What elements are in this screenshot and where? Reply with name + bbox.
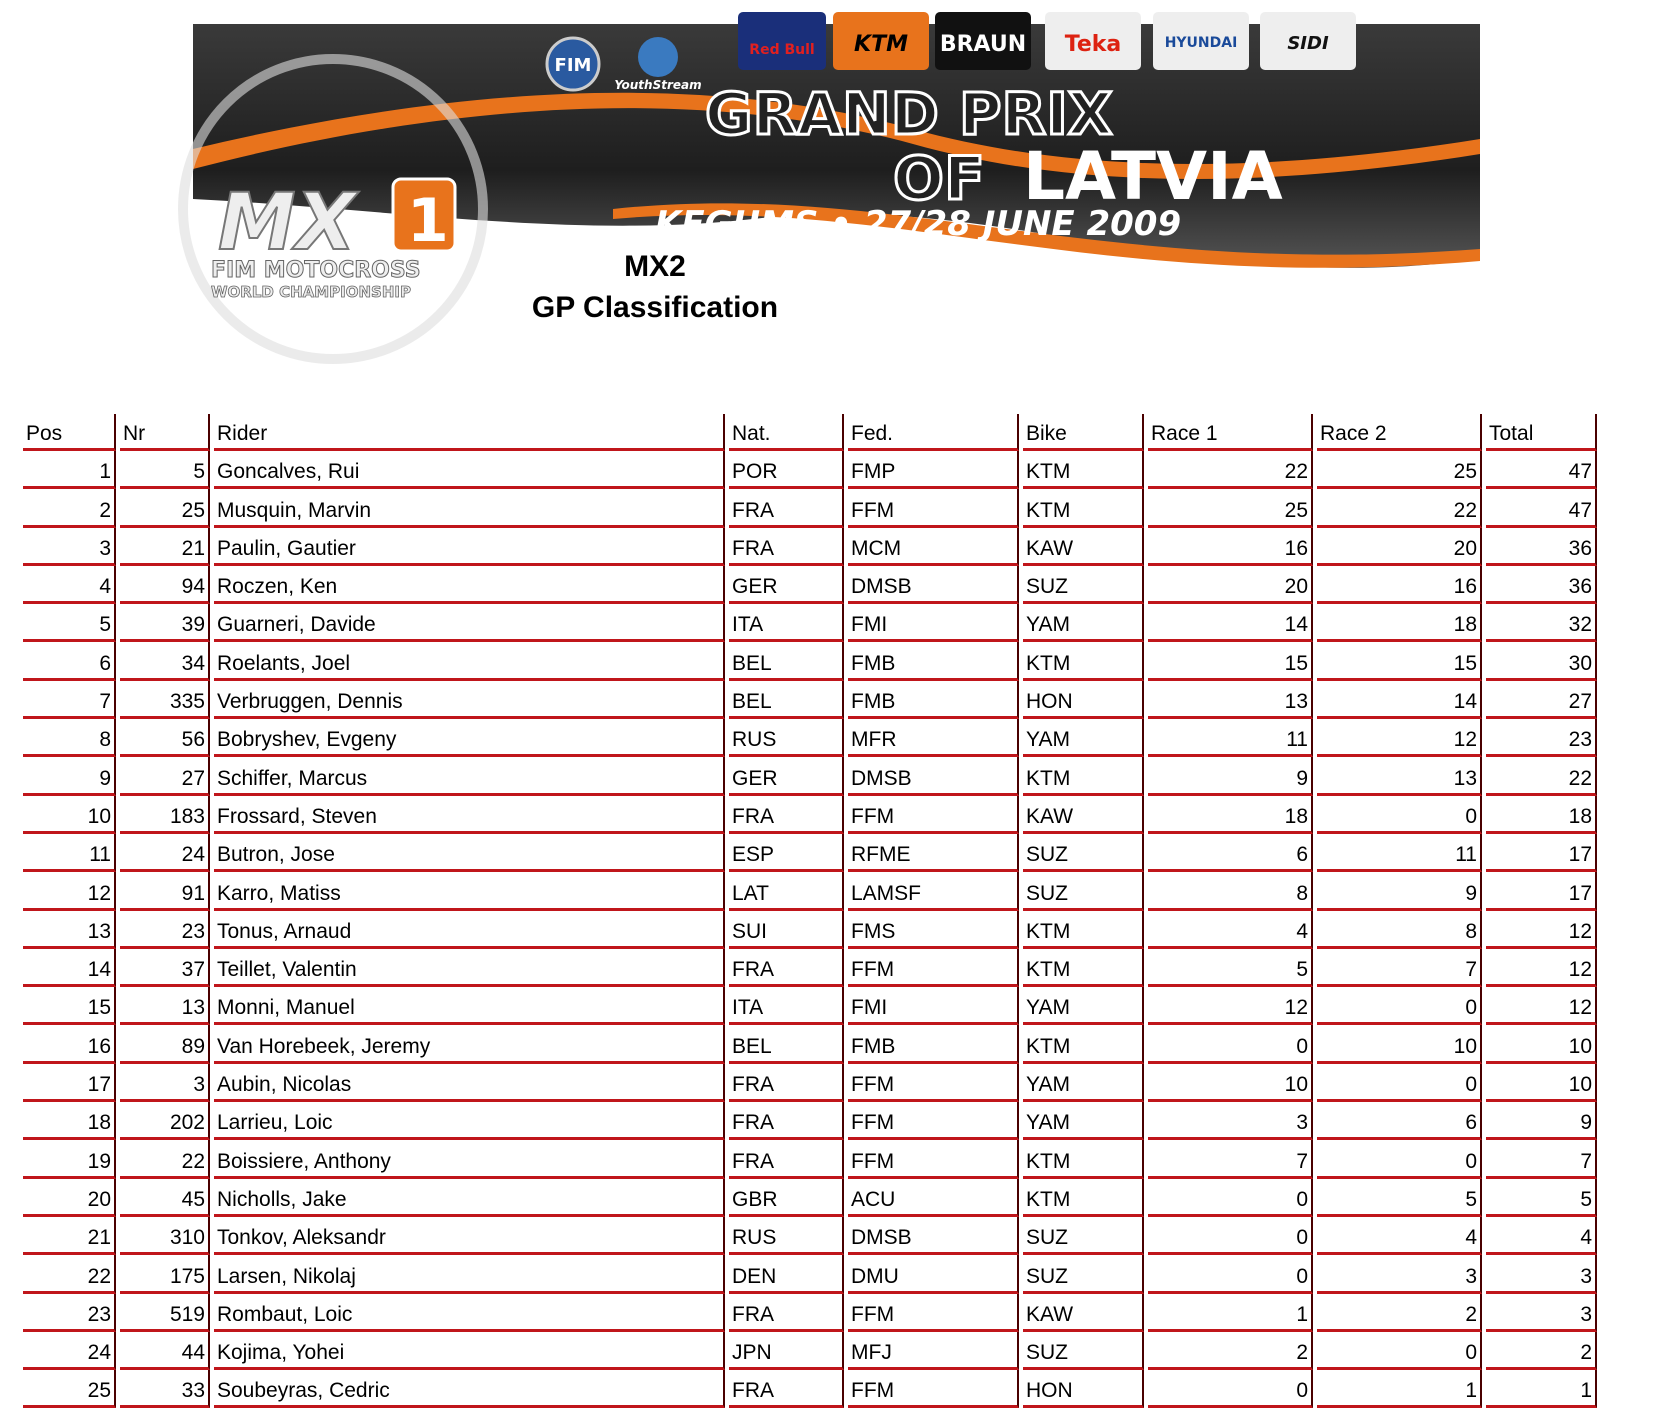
cell-nr: 23	[120, 911, 210, 949]
cell-pos: 18	[23, 1102, 116, 1140]
cell-rider: Van Horebeek, Jeremy	[214, 1025, 725, 1063]
cell-pos: 17	[23, 1064, 116, 1102]
table-row	[23, 834, 1597, 872]
cell-total: 3	[1486, 1255, 1597, 1293]
cell-total: 22	[1486, 757, 1597, 795]
cell-nr: 21	[120, 528, 210, 566]
svg-text:1: 1	[407, 186, 449, 256]
cell-pos: 22	[23, 1255, 116, 1293]
cell-fed: FFM	[848, 489, 1019, 527]
cell-fed: MFJ	[848, 1332, 1019, 1370]
svg-text:MX: MX	[218, 178, 356, 268]
cell-total: 17	[1486, 872, 1597, 910]
cell-total: 23	[1486, 719, 1597, 757]
cell-race2: 4	[1317, 1217, 1482, 1255]
cell-nat: FRA	[729, 489, 844, 527]
cell-nat: ITA	[729, 604, 844, 642]
cell-pos: 3	[23, 528, 116, 566]
cell-bike: SUZ	[1023, 1332, 1144, 1370]
table-row	[23, 681, 1597, 719]
cell-nr: 44	[120, 1332, 210, 1370]
table-header-row	[23, 414, 1597, 451]
cell-nr: 175	[120, 1255, 210, 1293]
cell-pos: 10	[23, 796, 116, 834]
cell-fed: LAMSF	[848, 872, 1019, 910]
table-row	[23, 642, 1597, 680]
cell-race1: 10	[1148, 1064, 1313, 1102]
cell-rider: Monni, Manuel	[214, 987, 725, 1025]
cell-nat: FRA	[729, 1370, 844, 1408]
cell-race2: 2	[1317, 1294, 1482, 1332]
cell-rider: Roczen, Ken	[214, 566, 725, 604]
cell-race2: 12	[1317, 719, 1482, 757]
cell-nr: 24	[120, 834, 210, 872]
cell-nr: 183	[120, 796, 210, 834]
cell-pos: 9	[23, 757, 116, 795]
cell-fed: FMB	[848, 1025, 1019, 1063]
cell-total: 10	[1486, 1025, 1597, 1063]
cell-nat: LAT	[729, 872, 844, 910]
cell-rider: Boissiere, Anthony	[214, 1140, 725, 1178]
cell-pos: 25	[23, 1370, 116, 1408]
cell-nat: FRA	[729, 949, 844, 987]
svg-text:SIDI: SIDI	[1287, 33, 1329, 54]
table-row	[23, 604, 1597, 642]
cell-race2: 1	[1317, 1370, 1482, 1408]
cell-race1: 12	[1148, 987, 1313, 1025]
cell-race2: 16	[1317, 566, 1482, 604]
cell-rider: Soubeyras, Cedric	[214, 1370, 725, 1408]
cell-nr: 13	[120, 987, 210, 1025]
cell-rider: Larrieu, Loic	[214, 1102, 725, 1140]
cell-race1: 11	[1148, 719, 1313, 757]
cell-total: 10	[1486, 1064, 1597, 1102]
cell-race1: 0	[1148, 1025, 1313, 1063]
cell-bike: HON	[1023, 681, 1144, 719]
classification-table	[19, 414, 1601, 1408]
cell-race2: 22	[1317, 489, 1482, 527]
table-row	[23, 451, 1597, 489]
svg-text:LATVIA: LATVIA	[1023, 138, 1283, 215]
cell-race1: 16	[1148, 528, 1313, 566]
cell-nat: JPN	[729, 1332, 844, 1370]
table-row	[23, 566, 1597, 604]
cell-race1: 25	[1148, 489, 1313, 527]
cell-race2: 7	[1317, 949, 1482, 987]
cell-nat: BEL	[729, 642, 844, 680]
table-row	[23, 489, 1597, 527]
cell-rider: Paulin, Gautier	[214, 528, 725, 566]
cell-rider: Rombaut, Loic	[214, 1294, 725, 1332]
cell-race2: 18	[1317, 604, 1482, 642]
cell-nat: RUS	[729, 1217, 844, 1255]
cell-total: 5	[1486, 1179, 1597, 1217]
cell-total: 9	[1486, 1102, 1597, 1140]
cell-fed: FMI	[848, 604, 1019, 642]
cell-bike: YAM	[1023, 604, 1144, 642]
page-title: GP Classification	[531, 291, 779, 324]
table-row	[23, 757, 1597, 795]
table-row	[23, 528, 1597, 566]
table-row	[23, 796, 1597, 834]
cell-total: 47	[1486, 451, 1597, 489]
cell-total: 12	[1486, 911, 1597, 949]
cell-nr: 94	[120, 566, 210, 604]
cell-nat: FRA	[729, 1140, 844, 1178]
cell-nat: GER	[729, 757, 844, 795]
cell-pos: 21	[23, 1217, 116, 1255]
mx1-logo	[211, 178, 455, 301]
svg-text:KTM: KTM	[854, 32, 908, 57]
cell-nat: FRA	[729, 1294, 844, 1332]
cell-nr: 33	[120, 1370, 210, 1408]
cell-bike: KTM	[1023, 1025, 1144, 1063]
cell-nr: 3	[120, 1064, 210, 1102]
cell-fed: DMSB	[848, 566, 1019, 604]
cell-rider: Butron, Jose	[214, 834, 725, 872]
table-row	[23, 1140, 1597, 1178]
table-row	[23, 1294, 1597, 1332]
cell-pos: 14	[23, 949, 116, 987]
cell-bike: KTM	[1023, 949, 1144, 987]
table-row	[23, 911, 1597, 949]
cell-nr: 5	[120, 451, 210, 489]
table-row	[23, 1370, 1597, 1408]
cell-pos: 23	[23, 1294, 116, 1332]
cell-nr: 89	[120, 1025, 210, 1063]
cell-fed: DMSB	[848, 757, 1019, 795]
cell-rider: Frossard, Steven	[214, 796, 725, 834]
cell-race1: 9	[1148, 757, 1313, 795]
cell-race1: 20	[1148, 566, 1313, 604]
table-row	[23, 1332, 1597, 1370]
cell-fed: RFME	[848, 834, 1019, 872]
cell-pos: 12	[23, 872, 116, 910]
cell-nat: BEL	[729, 681, 844, 719]
cell-total: 12	[1486, 987, 1597, 1025]
cell-nat: FRA	[729, 796, 844, 834]
cell-nr: 519	[120, 1294, 210, 1332]
cell-rider: Teillet, Valentin	[214, 949, 725, 987]
cell-bike: YAM	[1023, 1064, 1144, 1102]
cell-pos: 11	[23, 834, 116, 872]
cell-fed: FFM	[848, 949, 1019, 987]
cell-total: 30	[1486, 642, 1597, 680]
cell-race2: 3	[1317, 1255, 1482, 1293]
cell-bike: KAW	[1023, 1294, 1144, 1332]
cell-nat: FRA	[729, 1102, 844, 1140]
cell-fed: FMB	[848, 642, 1019, 680]
cell-pos: 7	[23, 681, 116, 719]
cell-race2: 5	[1317, 1179, 1482, 1217]
cell-rider: Verbruggen, Dennis	[214, 681, 725, 719]
cell-nat: ESP	[729, 834, 844, 872]
cell-fed: FMP	[848, 451, 1019, 489]
cell-race2: 9	[1317, 872, 1482, 910]
cell-race2: 8	[1317, 911, 1482, 949]
cell-nat: GBR	[729, 1179, 844, 1217]
cell-rider: Musquin, Marvin	[214, 489, 725, 527]
cell-nr: 310	[120, 1217, 210, 1255]
cell-bike: KTM	[1023, 757, 1144, 795]
cell-race2: 13	[1317, 757, 1482, 795]
table-row	[23, 1179, 1597, 1217]
cell-nr: 27	[120, 757, 210, 795]
cell-fed: FMS	[848, 911, 1019, 949]
cell-rider: Karro, Matiss	[214, 872, 725, 910]
cell-nat: FRA	[729, 1064, 844, 1102]
cell-total: 18	[1486, 796, 1597, 834]
svg-text:WORLD CHAMPIONSHIP: WORLD CHAMPIONSHIP	[211, 283, 411, 301]
cell-fed: DMU	[848, 1255, 1019, 1293]
table-row	[23, 1217, 1597, 1255]
table-row	[23, 949, 1597, 987]
cell-fed: FFM	[848, 1370, 1019, 1408]
cell-bike: KTM	[1023, 911, 1144, 949]
cell-bike: YAM	[1023, 719, 1144, 757]
cell-fed: ACU	[848, 1179, 1019, 1217]
cell-race1: 4	[1148, 911, 1313, 949]
svg-text:YouthStream: YouthStream	[614, 78, 702, 92]
header-pos: Pos	[23, 414, 116, 451]
cell-race1: 22	[1148, 451, 1313, 489]
cell-race1: 1	[1148, 1294, 1313, 1332]
cell-race1: 5	[1148, 949, 1313, 987]
cell-nat: BEL	[729, 1025, 844, 1063]
table-row	[23, 1064, 1597, 1102]
cell-nat: POR	[729, 451, 844, 489]
cell-nr: 39	[120, 604, 210, 642]
cell-race1: 15	[1148, 642, 1313, 680]
svg-text:HYUNDAI: HYUNDAI	[1164, 35, 1238, 51]
cell-bike: YAM	[1023, 987, 1144, 1025]
cell-bike: SUZ	[1023, 1255, 1144, 1293]
svg-text:Red Bull: Red Bull	[749, 42, 815, 58]
cell-nr: 91	[120, 872, 210, 910]
cell-race2: 11	[1317, 834, 1482, 872]
cell-rider: Aubin, Nicolas	[214, 1064, 725, 1102]
cell-nr: 34	[120, 642, 210, 680]
cell-race1: 7	[1148, 1140, 1313, 1178]
cell-fed: FMI	[848, 987, 1019, 1025]
cell-nat: RUS	[729, 719, 844, 757]
cell-nat: DEN	[729, 1255, 844, 1293]
cell-race1: 0	[1148, 1217, 1313, 1255]
header-fed: Fed.	[848, 414, 1019, 451]
cell-nr: 25	[120, 489, 210, 527]
cell-fed: DMSB	[848, 1217, 1019, 1255]
svg-text:Teka: Teka	[1064, 32, 1122, 57]
cell-pos: 20	[23, 1179, 116, 1217]
cell-bike: SUZ	[1023, 1217, 1144, 1255]
cell-rider: Larsen, Nikolaj	[214, 1255, 725, 1293]
cell-nat: FRA	[729, 528, 844, 566]
cell-pos: 19	[23, 1140, 116, 1178]
cell-rider: Kojima, Yohei	[214, 1332, 725, 1370]
cell-bike: SUZ	[1023, 834, 1144, 872]
cell-pos: 5	[23, 604, 116, 642]
header-bike: Bike	[1023, 414, 1144, 451]
cell-total: 17	[1486, 834, 1597, 872]
cell-bike: YAM	[1023, 1102, 1144, 1140]
cell-race1: 13	[1148, 681, 1313, 719]
cell-pos: 6	[23, 642, 116, 680]
cell-race1: 0	[1148, 1370, 1313, 1408]
cell-bike: KTM	[1023, 1140, 1144, 1178]
cell-fed: FFM	[848, 1294, 1019, 1332]
cell-bike: KTM	[1023, 1179, 1144, 1217]
cell-total: 7	[1486, 1140, 1597, 1178]
cell-nr: 22	[120, 1140, 210, 1178]
cell-race2: 0	[1317, 1140, 1482, 1178]
class-title: MX2	[624, 250, 686, 283]
cell-fed: FMB	[848, 681, 1019, 719]
cell-fed: MCM	[848, 528, 1019, 566]
cell-race1: 2	[1148, 1332, 1313, 1370]
cell-nr: 335	[120, 681, 210, 719]
cell-fed: FFM	[848, 1064, 1019, 1102]
cell-total: 32	[1486, 604, 1597, 642]
event-banner	[193, 9, 1480, 301]
cell-nat: ITA	[729, 987, 844, 1025]
cell-bike: KAW	[1023, 528, 1144, 566]
cell-total: 3	[1486, 1294, 1597, 1332]
svg-text:GRAND PRIX: GRAND PRIX	[705, 80, 1113, 148]
table-row	[23, 1102, 1597, 1140]
cell-fed: MFR	[848, 719, 1019, 757]
svg-text:BRAUN: BRAUN	[939, 32, 1027, 57]
cell-total: 47	[1486, 489, 1597, 527]
cell-rider: Goncalves, Rui	[214, 451, 725, 489]
cell-nr: 56	[120, 719, 210, 757]
cell-pos: 24	[23, 1332, 116, 1370]
cell-rider: Guarneri, Davide	[214, 604, 725, 642]
cell-race2: 10	[1317, 1025, 1482, 1063]
cell-race1: 3	[1148, 1102, 1313, 1140]
cell-rider: Bobryshev, Evgeny	[214, 719, 725, 757]
cell-race2: 0	[1317, 1064, 1482, 1102]
cell-pos: 15	[23, 987, 116, 1025]
cell-total: 12	[1486, 949, 1597, 987]
cell-pos: 13	[23, 911, 116, 949]
cell-pos: 1	[23, 451, 116, 489]
cell-rider: Nicholls, Jake	[214, 1179, 725, 1217]
cell-fed: FFM	[848, 796, 1019, 834]
cell-nat: GER	[729, 566, 844, 604]
header-nat: Nat.	[729, 414, 844, 451]
cell-race2: 6	[1317, 1102, 1482, 1140]
cell-nr: 37	[120, 949, 210, 987]
cell-fed: FFM	[848, 1140, 1019, 1178]
table-row	[23, 1025, 1597, 1063]
cell-race2: 0	[1317, 1332, 1482, 1370]
svg-text:OF: OF	[893, 144, 985, 214]
cell-pos: 2	[23, 489, 116, 527]
cell-pos: 8	[23, 719, 116, 757]
cell-nr: 202	[120, 1102, 210, 1140]
cell-total: 36	[1486, 566, 1597, 604]
cell-rider: Roelants, Joel	[214, 642, 725, 680]
cell-pos: 4	[23, 566, 116, 604]
cell-bike: KTM	[1023, 451, 1144, 489]
svg-text:KEGUMS • 27/28 JUNE 2009: KEGUMS • 27/28 JUNE 2009	[655, 204, 1182, 244]
cell-race1: 8	[1148, 872, 1313, 910]
table-row	[23, 872, 1597, 910]
cell-race1: 0	[1148, 1179, 1313, 1217]
cell-race2: 25	[1317, 451, 1482, 489]
cell-bike: KTM	[1023, 489, 1144, 527]
cell-bike: KAW	[1023, 796, 1144, 834]
cell-rider: Schiffer, Marcus	[214, 757, 725, 795]
cell-race2: 15	[1317, 642, 1482, 680]
cell-pos: 16	[23, 1025, 116, 1063]
cell-race1: 14	[1148, 604, 1313, 642]
header-race1: Race 1	[1148, 414, 1313, 451]
cell-bike: HON	[1023, 1370, 1144, 1408]
cell-fed: FFM	[848, 1102, 1019, 1140]
cell-total: 27	[1486, 681, 1597, 719]
cell-nr: 45	[120, 1179, 210, 1217]
table-row	[23, 1255, 1597, 1293]
svg-text:FIM: FIM	[554, 55, 592, 76]
cell-race1: 6	[1148, 834, 1313, 872]
cell-total: 1	[1486, 1370, 1597, 1408]
cell-race1: 0	[1148, 1255, 1313, 1293]
cell-bike: SUZ	[1023, 566, 1144, 604]
cell-race2: 20	[1317, 528, 1482, 566]
header-rider: Rider	[214, 414, 725, 451]
header-total: Total	[1486, 414, 1597, 451]
cell-race1: 18	[1148, 796, 1313, 834]
cell-rider: Tonus, Arnaud	[214, 911, 725, 949]
header-nr: Nr	[120, 414, 210, 451]
cell-total: 2	[1486, 1332, 1597, 1370]
cell-bike: KTM	[1023, 642, 1144, 680]
svg-text:FIM MOTOCROSS: FIM MOTOCROSS	[211, 258, 421, 283]
cell-race2: 14	[1317, 681, 1482, 719]
header-race2: Race 2	[1317, 414, 1482, 451]
cell-rider: Tonkov, Aleksandr	[214, 1217, 725, 1255]
cell-race2: 0	[1317, 796, 1482, 834]
cell-race2: 0	[1317, 987, 1482, 1025]
table-row	[23, 987, 1597, 1025]
cell-bike: SUZ	[1023, 872, 1144, 910]
cell-nat: SUI	[729, 911, 844, 949]
table-row	[23, 719, 1597, 757]
cell-total: 36	[1486, 528, 1597, 566]
cell-total: 4	[1486, 1217, 1597, 1255]
